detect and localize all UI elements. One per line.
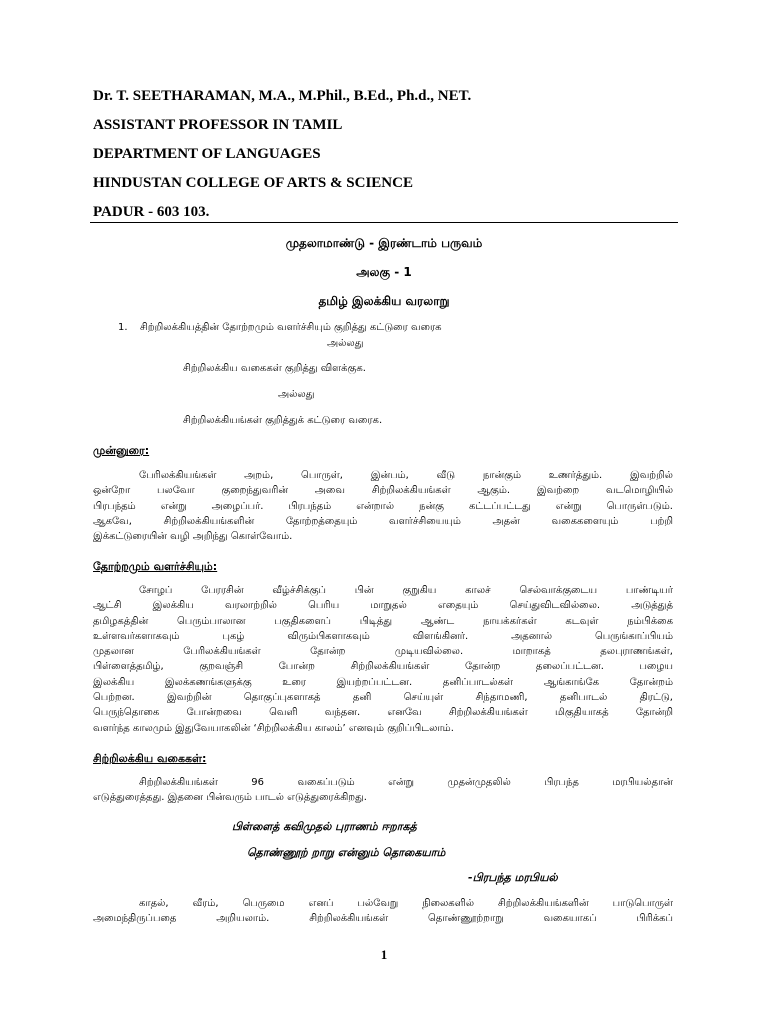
college-name: HINDUSTAN COLLEGE OF ARTS & SCIENCE [93,175,413,191]
origin-line: வளர்ந்த காலமும் இதுவேயாகலின் ‘சிற்றிலக்கிய காலம்’ எனவும் குறிப்பிடலாம். [93,722,454,734]
intro-line: ஆகவே, சிற்றிலக்கியங்களின் தோற்றத்தையும் வளர்ச்சியையும் அதன் வகைகளையும் பற்றி [93,515,673,527]
origin-line: ஆட்சி இலக்கிய வரலாற்றில் பெரிய மாறுதல் எதையும் செய்துவிடவில்லை. அடுத்துத் [93,600,673,612]
intro-line: பேரிலக்கியங்கள் அறம், பொருள், இன்பம், வீடு நான்கும் உணர்த்தும். இவற்றில் [139,470,673,481]
origin-line: உள்ளவர்களாகவும் புகழ் விரும்பிகளாகவும் விளங்கினர். அதனால் பெருங்காப்பியம் [93,630,673,642]
question-or-1: அல்லது [327,338,364,349]
college-address: PADUR - 603 103. [93,204,210,220]
types-closing-paragraph [93,896,673,927]
intro-line: ஒன்றோ பலவோ குறைந்துவரின் அவை சிற்றிலக்கியங்கள் ஆகும். இவற்றை வடமொழியில் [93,485,673,497]
question-alternative-2: சிற்றிலக்கியங்கள் குறித்துக் கட்டுரை வரைக. [183,415,383,426]
question-alternative-1: சிற்றிலக்கிய வகைகள் குறித்து விளக்குக. [183,363,366,374]
question-text: சிற்றிலக்கியத்தின் தோற்றமும் வளர்ச்சியும் குறித்து கட்டுரை வரைக [140,322,442,333]
origin-line: இலக்கிய இலக்கணங்களுக்கு உரை இயற்றப்பட்டன. தனிப்பாடல்கள் ஆங்காங்கே தோன்றம் [93,676,673,688]
origin-line: சோழப் பேரரசின் வீழ்ச்சிக்குப் பின் குறுகிய காலச் செல்வாக்குடைய பாண்டியர் [139,585,673,596]
origin-line: தமிழகத்தின் பெரும்பாலான பகுதிகளைப் பிடித்து ஆண்ட நாயக்கர்கள் கடவுள் நம்பிக்கை [93,615,673,627]
types-line: எடுத்துரைத்தது. இதனை பின்வரும் பாடல் எடுத்துரைக்கிறது. [93,792,367,804]
origin-line: பிள்ளைத்தமிழ், குறவஞ்சி போன்ற சிற்றிலக்கியங்கள் தோன்ற தலைப்பட்டன. பழைய [93,661,673,673]
intro-heading: முன்னுரை: [93,444,150,457]
intro-line: பிரபந்தம் என்று அழைப்பர். பிரபந்தம் என்றால் நன்கு கட்டப்பட்டது என்று பொருள்படும். [93,500,673,512]
types-closing-line: காதல், வீரம், பெருமை எனப் பல்வேறு நிலைகளில் சிற்றிலக்கியங்களின் பாடுபொருள் [139,898,673,909]
author-designation: ASSISTANT PROFESSOR IN TAMIL [93,117,343,133]
types-heading: சிற்றிலக்கிய வகைகள்: [93,752,207,765]
page-number: 1 [380,947,388,962]
unit-title: அலகு - 1 [356,265,412,279]
question-or-2: அல்லது [278,389,315,400]
year-semester-title: முதலாமாண்டு - இரண்டாம் பருவம் [285,236,483,250]
intro-line: இக்கட்டுரையின் வழி அறிந்து கொள்வோம். [93,531,293,543]
verse-line-2: தொண்ணூற் றாறு என்னும் தொகையாம் [247,846,446,859]
origin-line: பெருந்தொகை போன்றவை வெளி வந்தன. எனவே சிற்றிலக்கியங்கள் மிகுதியாகத் தோன்றி [93,707,673,719]
department-name: DEPARTMENT OF LANGUAGES [93,146,321,162]
origin-paragraph [93,583,673,736]
types-closing-line: அமைந்திருப்பதை அறியலாம். சிற்றிலக்கியங்கள் தொண்ணூற்றாறு வகையாகப் பிரிக்கப் [93,913,673,925]
verse-source: -பிரபந்த மரபியல் [468,871,558,884]
subject-title: தமிழ் இலக்கிய வரலாறு [318,294,450,308]
types-line: சிற்றிலக்கியங்கள் 96 வகைப்படும் என்று முதன்முதலில் பிரபந்த மரபியல்தான் [139,777,673,788]
author-name: Dr. T. SEETHARAMAN, M.A., M.Phil., B.Ed., Ph.d., NET. [93,88,472,104]
intro-paragraph [93,468,673,544]
origin-line: பெற்றன. இவற்றின் தொகுப்புகளாகத் தனி செய்யுள் சிந்தாமணி, தனிபாடல் திரட்டு, [93,692,673,704]
origin-line: முதலான பேரிலக்கியங்கள் தோன்ற முடியவில்லை. மாறாகத் தலபுராணங்கள், [93,646,673,658]
types-paragraph [93,775,673,806]
header-divider [90,222,678,223]
verse-line-1: பிள்ளைத் கவிமுதல் புராணம் ஈறாகத் [232,820,417,833]
origin-heading: தோற்றமும் வளர்ச்சியும்: [93,560,218,573]
question-number: 1. [118,322,128,333]
